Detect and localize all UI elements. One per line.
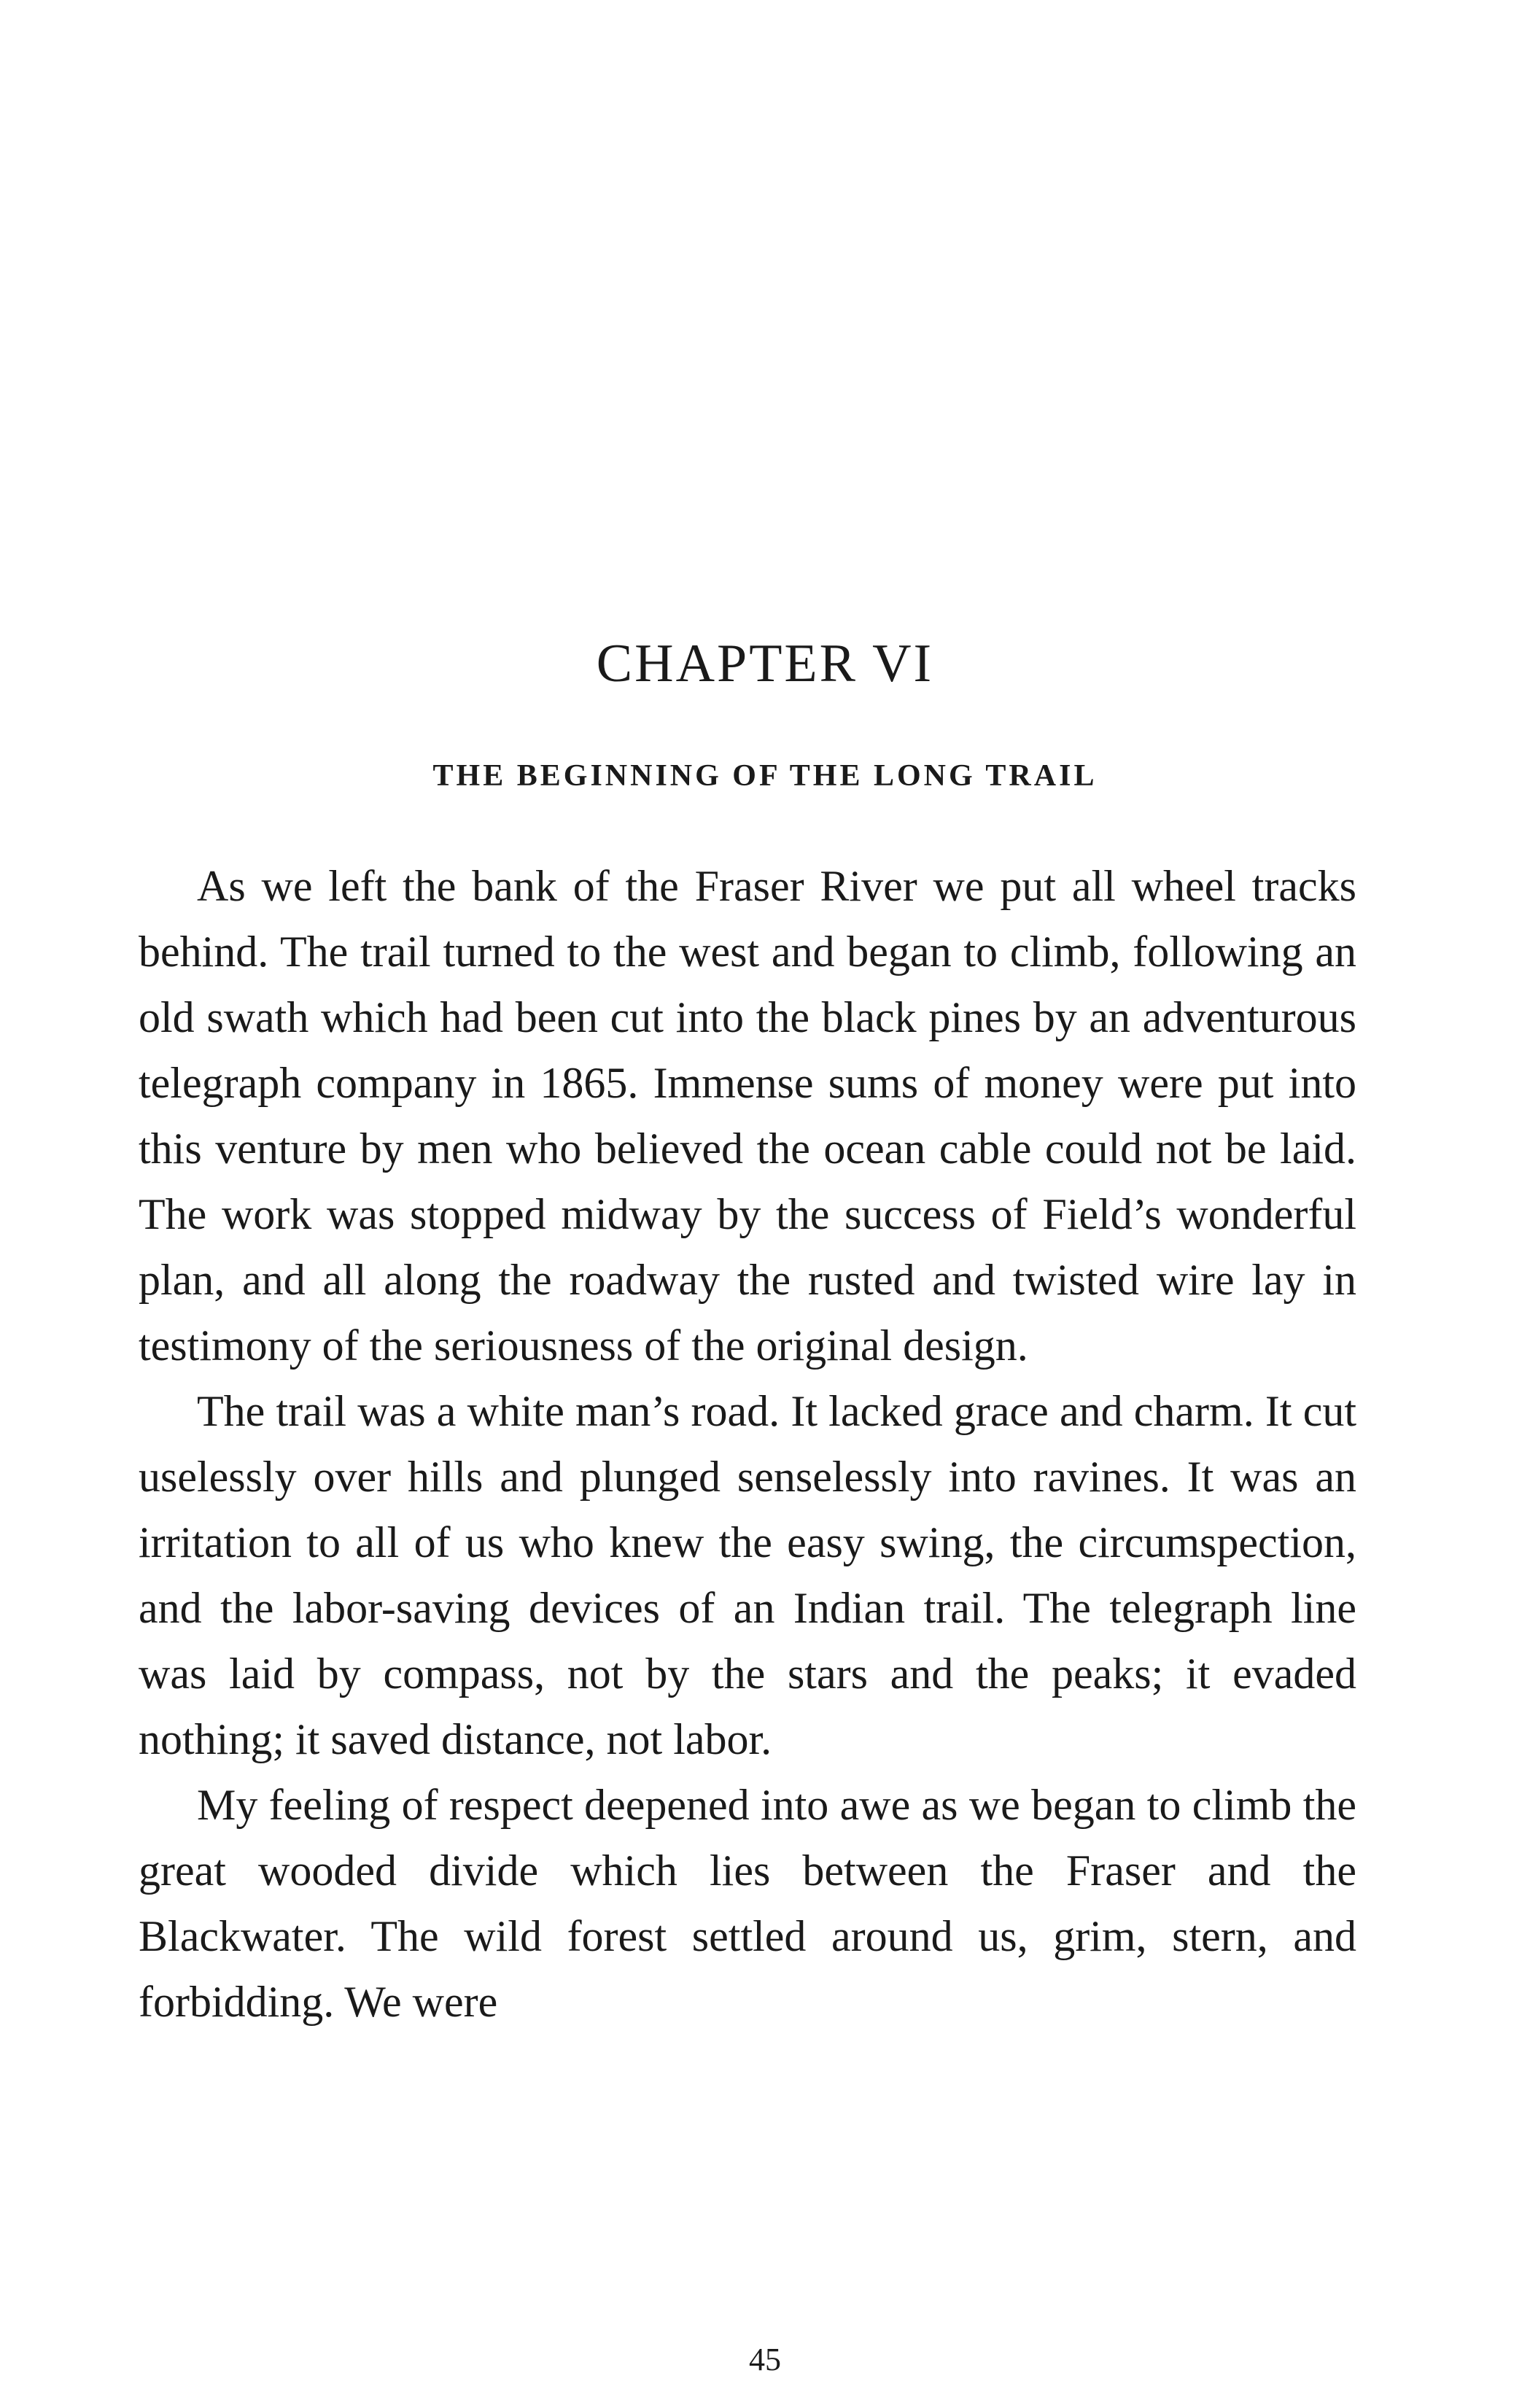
page-number: 45 (749, 2342, 781, 2377)
paragraph: The trail was a white man’s road. It lacked grace and charm. It cut uselessly over hills and plunged senselessly into ravines. It was an irritation to all of us who knew the easy swing, the circumspection, and the labor-saving devices of an Indian trail. The telegraph line was laid by compass, not by the stars and the peaks; it evaded nothing; it saved distance, not labor. (139, 1387, 1356, 1763)
chapter-subtitle: THE BEGINNING OF THE LONG TRAIL (432, 759, 1098, 793)
paragraph: As we left the bank of the Fraser River we put all wheel tracks behind. The trail turned to the west and began to climb, following an old swath which had been cut into the black pines by an adventurous telegraph company in 1865. Immense sums of money were put into this venture by men who believed the ocean cable could not be laid. The work was stopped midway by the success of Field’s wonderful plan, and all along the roadway the rusted and twisted wire lay in testimony of the seriousness of the original design. (139, 862, 1356, 1370)
chapter-body (139, 853, 1356, 2035)
paragraph: My feeling of respect deepened into awe as we began to climb the great wooded divide which lies between the Fraser and the Blackwater. The wild forest settled around us, grim, stern, and forbidding. We were (139, 1781, 1356, 2026)
chapter-title: CHAPTER VI (596, 634, 934, 694)
